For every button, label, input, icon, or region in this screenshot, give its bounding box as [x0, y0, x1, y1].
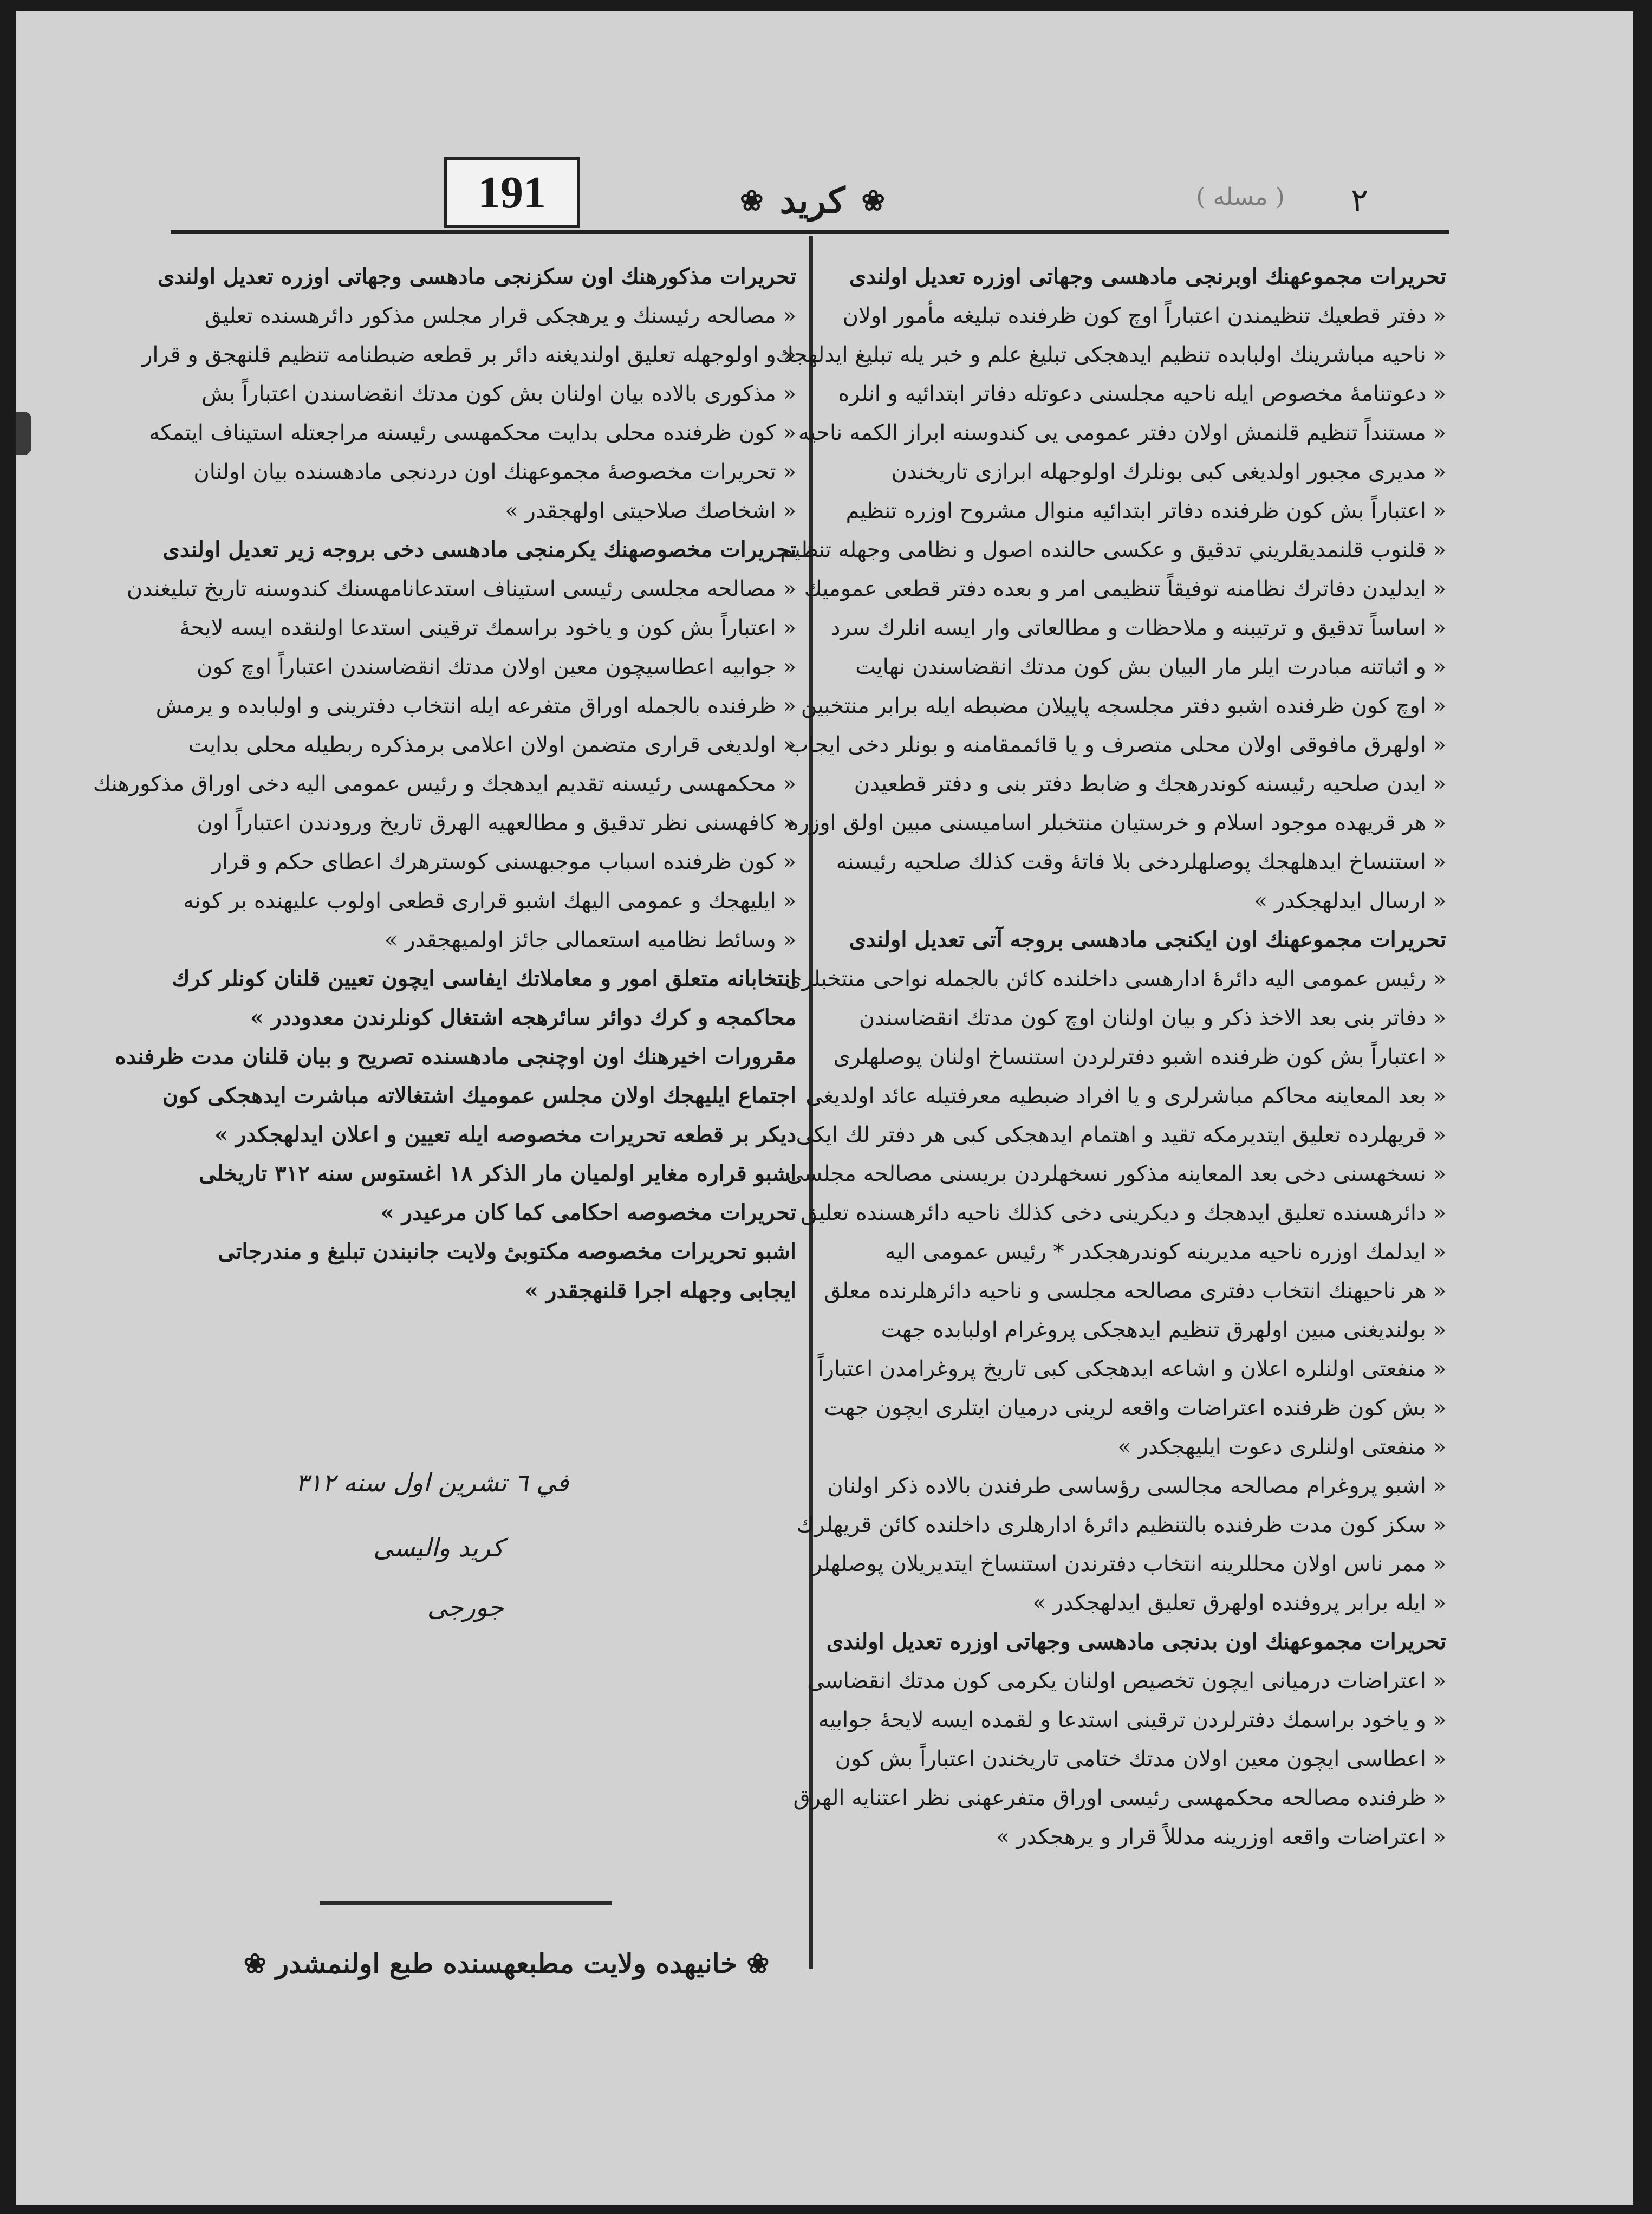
signature-title: كريد واليسى: [373, 1533, 504, 1562]
text-line: اجتماع ايليهجك اولان مجلس عموميك اشتغالاته مباشرت ايدهجكى كون: [162, 1083, 796, 1108]
text-line: « دفاتر بنى بعد الاخذ ذكر و بيان اولنان اوچ كون مدتك انقضاسندن: [858, 1005, 1446, 1030]
text-line: « مصالحه مجلسى رئيسى استيناف استدعانامهسنك كندوسنه تاريخ تبليغندن: [126, 576, 796, 601]
ornament-icon: ❀: [861, 184, 886, 217]
text-line: « هر قريهده موجود اسلام و خرستيان منتخبلر اساميسنى مبين اولق اوزره: [787, 810, 1446, 835]
text-line: انتخابانه متعلق امور و معاملاتك ايفاسى ايچون تعيين قلنان كونلر كرك: [172, 966, 796, 991]
text-line: محاكمجه و كرك دوائر سائرهجه اشتغال كونلرندن معدوددر »: [250, 1005, 796, 1030]
text-line: « مصالحه رئيسنك و يرهجكى قرار مجلس مذكور دائرهسنده تعليق: [204, 303, 796, 328]
text-line: « قريهلرده تعليق ايتديرمكه تقيد و اهتمام ايدهجكى كبى هر دفتر لك ايكى: [796, 1122, 1446, 1147]
text-line: « ارسال ايدلهجكدر »: [1254, 888, 1446, 913]
text-line: « منفعتى اولنلرى دعوت ايليهجكدر »: [1117, 1434, 1446, 1459]
text-line: « اشخاصك صلاحيتى اولهجقدر »: [505, 498, 796, 523]
text-line: تحريرات مذكورهنك اون سكزنجى مادهسى وجهاتى اوزره تعديل اولندى: [157, 264, 796, 289]
signature-name: جورجى: [427, 1593, 504, 1622]
archive-page-number-text: 191: [478, 167, 546, 218]
text-line: « اعتراضات واقعه اوزرينه مدللاً قرار و يرهجكدر »: [996, 1825, 1446, 1849]
text-line: « بش كون ظرفنده اعتراضات واقعه لرينى درميان ايتلرى ايچون جهت: [824, 1395, 1446, 1420]
text-line: « اعطاسى ايچون معين اولان مدتك ختامى تاريخندن اعتباراً بش كون: [835, 1746, 1446, 1771]
text-line: تحريرات مخصوصه احكامى كما كان مرعيدر »: [380, 1200, 796, 1225]
header-rule: [171, 230, 1449, 234]
text-line: « اعتباراً بش كون ظرفنده دفاتر ابتدائيه منوال مشروح اوزره تنظيم: [845, 498, 1446, 523]
text-line: تحريرات مجموعهنك اوبرنجى مادهسى وجهاتى اوزره تعديل اولندى: [849, 264, 1446, 289]
text-line: اشبو قراره مغاير اولميان مار الذكر ١٨ اغستوس سنه ٣١٢ تاريخلى: [199, 1161, 796, 1186]
header-faint-mark: ( مسله ): [1196, 183, 1285, 211]
date-line: في ٦ تشرين اول سنه ٣١٢: [295, 1468, 569, 1497]
text-line: « نسخهسنى دخى بعد المعاينه مذكور نسخهلردن بريسنى مصالحه مجلسى: [786, 1161, 1446, 1186]
text-line: « مستنداً تنظيم قلنمش اولان دفتر عمومى يى كندوسنه ابراز الكمه ناحيه: [798, 420, 1446, 445]
issue-page-number: ٢: [1350, 181, 1369, 219]
text-line: « بعد المعاينه محاكم مباشرلرى و يا افراد ضبطيه معرفتيله عائد اولديغى: [805, 1083, 1446, 1108]
right-column: [776, 257, 1446, 1856]
text-line: « كون ظرفنده اسباب موجبهسنى كوسترهرك اعطاى حكم و قرار: [211, 849, 796, 874]
text-line: تحريرات مجموعهنك اون ايكنجى مادهسى بروجه آتى تعديل اولندى: [849, 927, 1446, 952]
text-line: اشبو تحريرات مخصوصه مكتوبىٔ ولايت جانبندن تبليغ و مندرجاتى: [218, 1239, 796, 1264]
masthead-title: كريد: [779, 179, 845, 222]
text-line: « هر ناحيهنك انتخاب دفترى مصالحه مجلسى و ناحيه دائرهلرنده معلق: [824, 1278, 1446, 1303]
text-line: « ايدلمك اوزره ناحيه مديرينه كوندرهجكدر * رئيس عمومى اليه: [884, 1239, 1446, 1264]
text-line: تحريرات مجموعهنك اون بدنجى مادهسى وجهاتى اوزره تعديل اولندى: [826, 1629, 1446, 1654]
archive-page-number: [444, 157, 580, 228]
text-line: « و اثباتنه مبادرت ايلر مار البيان بش كون مدتك انقضاسندن نهايت: [855, 654, 1446, 679]
text-line: « اولديغى قرارى متضمن اولان اعلامى برمذكره ربطيله محلى بدايت: [188, 732, 796, 757]
text-line: مقرورات اخيرهنك اون اوچنجى مادهسنده تصريح و بيان قلنان مدت ظرفنده: [115, 1044, 796, 1069]
text-line: « كون ظرفنده محلى بدايت محكمهسى رئيسنه مراجعتله استيناف ايتمكه: [148, 420, 796, 445]
text-line: « مذكورى بالاده بيان اولنان بش كون مدتك انقضاسندن اعتباراً بش: [201, 381, 796, 406]
text-line: « دائرهسنده تعليق ايدهجك و ديكرينى دخى كذلك ناحيه دائرهسنده تعليق: [801, 1200, 1446, 1225]
footer-rule: [320, 1901, 612, 1905]
newspaper-page: [16, 11, 1633, 2205]
text-line: ديكر بر قطعه تحريرات مخصوصه ايله تعيين و اعلان ايدلهجكدر »: [214, 1122, 796, 1147]
ornament-icon: ❀: [740, 184, 764, 217]
text-line: « جوابيه اعطاسيچون معين اولان مدتك انقضاسندن اعتباراً اوچ كون: [197, 654, 796, 679]
text-line: « اشبو پروغرام مصالحه مجالسى رؤساسى طرفندن بالاده ذكر اولنان: [827, 1473, 1446, 1498]
text-line: ايجابى وجهله اجرا قلنهجقدر »: [525, 1278, 796, 1303]
text-line: « ايله برابر پروفنده اولهرق تعليق ايدلهجكدر »: [1032, 1590, 1446, 1615]
text-line: « و ياخود براسمك دفترلردن ترقينى استدعا و لقمده ايسه لايحهٔ جوابيه: [818, 1707, 1446, 1732]
text-line: « بولنديغنى مبين اولهرق تنظيم ايدهجكى پروغرام اولبابده جهت: [881, 1317, 1446, 1342]
text-line: « و اولوجهله تعليق اولنديغنه دائر بر قطعه ضبطنامه تنظيم قلنهجق و قرار: [142, 342, 796, 367]
text-line: « مديرى مجبور اولديغى كبى بونلرك اولوجهله ابرازى تاريخندن: [891, 459, 1446, 484]
text-line: « ظرفنده مصالحه محكمهسى رئيسى اوراق متفرعهنى نظر اعتنايه الهرق: [793, 1786, 1446, 1810]
text-line: « قلنوب قلنمديقلريني تدقيق و عكسى حالنده اصول و نظامى وجهله تنظيم: [780, 537, 1446, 562]
text-line: « اعتباراً بش كون و ياخود براسمك ترقينى استدعا اولنقده ايسه لايحهٔ: [179, 615, 796, 640]
text-line: « ناحيه مباشرينك اولبابده تنظيم ايدهجكى تبليغ علم و خبر يله تبليغ ايدلهجك: [776, 342, 1446, 367]
text-line: « اعتباراً بش كون ظرفنده اشبو دفترلردن استنساخ اولنان پوصلهلرى: [833, 1044, 1446, 1069]
text-line: « دعوتنامهٔ مخصوص ايله ناحيه مجلسنى دعوتله دفاتر ابتدائيه و انلره: [838, 381, 1446, 406]
left-column: [93, 257, 796, 1310]
text-line: « ايدليدن دفاترك نظامنه توفيقاً تنظيمى امر و بعده دفتر قطعى عموميك: [804, 576, 1446, 601]
text-line: « اولهرق مافوقى اولان محلى متصرف و يا قائممقامنه و بونلر دخى ايجاب: [788, 732, 1446, 757]
text-line: « استنساخ ايدهلهجك پوصلهلردخى بلا فاتهٔ وقت كذلك صلحيه رئيسنه: [836, 849, 1446, 874]
text-line: « اساساً تدقيق و ترتيبنه و ملاحظات و مطالعاتى وار ايسه انلرك سرد: [830, 615, 1446, 640]
text-line: « وسائط نظاميه استعمالى جائز اولميهجقدر »: [385, 927, 796, 952]
binding-hole: [16, 412, 31, 455]
text-line: « ايليهجك و عمومى اليهك اشبو قرارى قطعى اولوب عليهنده بر كونه: [183, 888, 796, 913]
text-line: « كافهسنى نظر تدقيق و مطالعهيه الهرق تاريخ ورودندن اعتباراً اون: [197, 810, 796, 835]
text-line: « محكمهسى رئيسنه تقديم ايدهجك و رئيس عمومى اليه دخى اوراق مذكورهنك: [93, 771, 796, 796]
text-line: « اوچ كون ظرفنده اشبو دفتر مجلسجه پاپيلان مضبطه ايله برابر منتخبين: [801, 693, 1446, 718]
masthead: [699, 173, 926, 228]
text-line: « تحريرات مخصوصهٔ مجموعهنك اون دردنجى مادهسنده بيان اولنان: [193, 459, 796, 484]
text-line: « سكز كون مدت ظرفنده بالتنظيم دائرهٔ ادارهلرى داخلنده كائن قريهلرك: [796, 1512, 1446, 1537]
text-line: « منفعتى اولنلره اعلان و اشاعه ايدهجكى كبى تاريخ پروغرامدن اعتباراً: [817, 1356, 1446, 1381]
text-line: « رئيس عمومى اليه دائرهٔ ادارهسى داخلنده كائن بالجمله نواحى منتخبلرى: [785, 966, 1446, 991]
text-line: « ظرفنده بالجمله اوراق متفرعه ايله انتخاب دفترينى و اولبابده و يرمش: [155, 693, 796, 718]
text-line: « ممر ناس اولان محللرينه انتخاب دفترندن استنساخ ايتديريلان پوصلهلر: [811, 1551, 1446, 1576]
printer-imprint: ❀ خانيهده ولايت مطبعهسنده طبع اولنمشدر ❀: [243, 1947, 770, 1979]
text-line: « دفتر قطعيك تنظيمندن اعتباراً اوچ كون ظرفنده تبليغه مأمور اولان: [842, 303, 1446, 328]
text-line: « اعتراضات درميانى ايچون تخصيص اولنان يكرمى كون مدتك انقضاسى: [807, 1668, 1446, 1693]
text-line: تحريرات مخصوصهنك يكرمنجى مادهسى دخى بروجه زير تعديل اولندى: [162, 537, 796, 562]
text-line: « ايدن صلحيه رئيسنه كوندرهجك و ضابط دفتر بنى و دفتر قطعيدن: [854, 771, 1446, 796]
